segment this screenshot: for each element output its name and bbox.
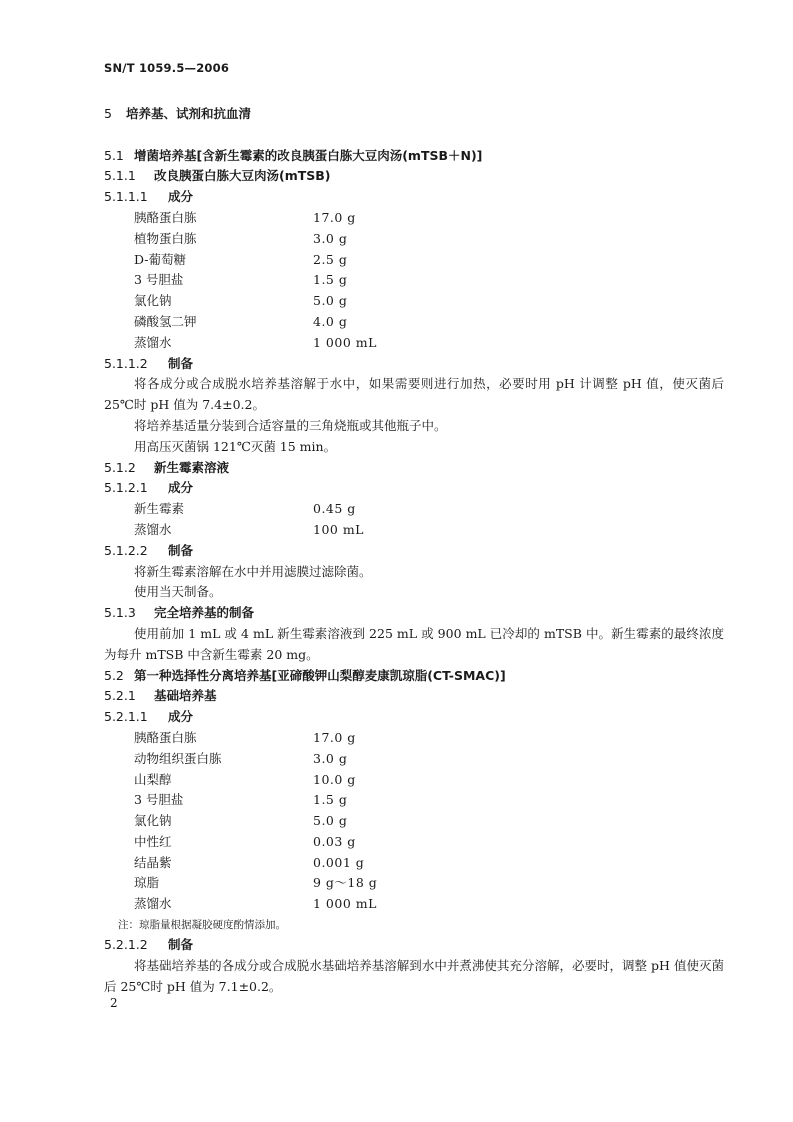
section-title: 成分 <box>168 480 194 496</box>
ingredient-name: 中性红 <box>134 833 172 849</box>
ingredient-name: 胰酪蛋白胨 <box>134 209 197 225</box>
ingredient-name: 氯化钠 <box>134 813 172 829</box>
section-number: 5.2.1 <box>104 688 136 704</box>
section-5-2-1-2-heading <box>104 935 724 956</box>
ingredient-amount: 1.5 g <box>313 792 348 808</box>
section-5-1-1-1-heading <box>104 187 724 208</box>
section-number: 5.1.1 <box>104 168 136 184</box>
document-header: SN/T 1059.5—2006 <box>104 61 230 75</box>
ingredient-row <box>104 853 724 874</box>
section-number: 5.1.2 <box>104 459 136 475</box>
section-5-1-2-2-heading <box>104 541 724 562</box>
ingredient-amount: 9 g～18 g <box>313 875 378 891</box>
ingredient-row <box>104 520 724 541</box>
page-number: 2 <box>110 996 118 1010</box>
ingredient-row <box>104 790 724 811</box>
ingredient-name: 蒸馏水 <box>134 896 172 912</box>
section-number: 5.1.3 <box>104 605 136 621</box>
ingredient-name: 3 号胆盐 <box>134 792 184 808</box>
ingredient-amount: 2.5 g <box>313 251 348 267</box>
ingredient-name: D-葡萄糖 <box>134 251 186 267</box>
ingredient-row <box>104 229 724 250</box>
section-number: 5 <box>104 106 112 121</box>
paragraph: 使用前加 1 mL 或 4 mL 新生霉素溶液到 225 mL 或 900 mL 已冷却的 mTSB 中。新生霉素的最终浓度为每升 mTSB 中含新生霉素 20 mg。 <box>104 625 724 662</box>
ingredient-amount: 3.0 g <box>313 230 348 246</box>
ingredient-name: 氯化钠 <box>134 293 172 309</box>
section-number: 5.1.2.1 <box>104 480 148 496</box>
ingredient-amount: 1.5 g <box>313 272 348 288</box>
ingredient-amount: 5.0 g <box>313 293 348 309</box>
ingredient-amount: 0.001 g <box>313 854 365 870</box>
section-title: 成分 <box>168 709 194 725</box>
section-5-2-heading <box>104 666 724 687</box>
ingredient-name: 蒸馏水 <box>134 521 172 537</box>
section-5-1-3-heading <box>104 603 724 624</box>
section-5-1-2-heading <box>104 458 724 479</box>
ingredient-row <box>104 208 724 229</box>
ingredient-amount: 17.0 g <box>313 209 356 225</box>
ingredient-name: 结晶紫 <box>134 854 172 870</box>
ingredient-amount: 10.0 g <box>313 771 356 787</box>
ingredient-amount: 1 000 mL <box>313 334 377 350</box>
ingredient-list-mtsb <box>104 208 724 354</box>
ingredient-amount: 3.0 g <box>313 750 348 766</box>
ingredient-amount: 100 mL <box>313 521 364 537</box>
section-5-1-heading <box>104 146 724 167</box>
section-5-2-1-heading <box>104 686 724 707</box>
section-5-heading <box>104 104 724 125</box>
section-title: 制备 <box>168 355 194 371</box>
section-title: 完全培养基的制备 <box>154 605 255 621</box>
ingredient-name: 3 号胆盐 <box>134 272 184 288</box>
section-title: 培养基、试剂和抗血清 <box>126 106 252 121</box>
section-title: 改良胰蛋白胨大豆肉汤(mTSB) <box>154 168 331 184</box>
section-number: 5.1.1.1 <box>104 189 148 205</box>
section-5-1-1-heading <box>104 166 724 187</box>
ingredient-row <box>104 770 724 791</box>
section-title: 成分 <box>168 189 194 205</box>
section-number: 5.2.1.2 <box>104 937 148 953</box>
paragraph: 将基础培养基的各成分或合成脱水基础培养基溶解到水中并煮沸使其充分溶解，必要时，调整 pH 值使灭菌后 25℃时 pH 值为 7.1±0.2。 <box>104 957 724 994</box>
section-5-1-2-1-heading <box>104 478 724 499</box>
ingredient-row <box>104 250 724 271</box>
section-title: 基础培养基 <box>154 688 217 704</box>
paragraph: 将培养基适量分装到合适容量的三角烧瓶或其他瓶子中。 <box>134 417 447 433</box>
ingredient-name: 动物组织蛋白胨 <box>134 750 222 766</box>
paragraph: 使用当天制备。 <box>134 584 222 600</box>
ingredient-amount: 17.0 g <box>313 729 356 745</box>
section-title: 制备 <box>168 542 194 558</box>
ingredient-amount: 0.03 g <box>313 833 356 849</box>
section-number: 5.2 <box>104 667 124 683</box>
section-number: 5.1.1.2 <box>104 355 148 371</box>
ingredient-amount: 1 000 mL <box>313 896 377 912</box>
ingredient-row <box>104 832 724 853</box>
ingredient-name: 植物蛋白胨 <box>134 230 197 246</box>
ingredient-row <box>104 499 724 520</box>
ingredient-row <box>104 270 724 291</box>
ingredient-row <box>104 811 724 832</box>
ingredient-amount: 5.0 g <box>313 813 348 829</box>
ingredient-list-novobiocin <box>104 499 724 541</box>
note: 注：琼脂量根据凝胶硬度酌情添加。 <box>118 919 286 932</box>
ingredient-amount: 0.45 g <box>313 501 356 517</box>
section-number: 5.2.1.1 <box>104 709 148 725</box>
ingredient-name: 新生霉素 <box>134 501 185 517</box>
paragraph: 用高压灭菌锅 121℃灭菌 15 min。 <box>134 438 337 454</box>
section-5-1-1-2-heading <box>104 354 724 375</box>
ingredient-row <box>104 894 724 915</box>
ingredient-row <box>104 333 724 354</box>
section-title: 新生霉素溶液 <box>154 459 230 475</box>
ingredient-row <box>104 873 724 894</box>
ingredient-row <box>104 728 724 749</box>
section-number: 5.1 <box>104 147 124 163</box>
paragraph: 将各成分或合成脱水培养基溶解于水中，如果需要则进行加热，必要时用 pH 计调整 pH 值，使灭菌后 25℃时 pH 值为 7.4±0.2。 <box>104 376 724 413</box>
ingredient-name: 胰酪蛋白胨 <box>134 729 197 745</box>
section-title: 增菌培养基[含新生霉素的改良胰蛋白胨大豆肉汤(mTSB＋N)] <box>134 147 483 163</box>
paragraph: 将新生霉素溶解在水中并用滤膜过滤除菌。 <box>134 563 372 579</box>
ingredient-row <box>104 291 724 312</box>
ingredient-name: 磷酸氢二钾 <box>134 313 197 329</box>
ingredient-amount: 4.0 g <box>313 313 348 329</box>
section-title: 第一种选择性分离培养基[亚碲酸钾山梨醇麦康凯琼脂(CT-SMAC)] <box>134 667 506 683</box>
spacer <box>104 125 724 146</box>
ingredient-name: 蒸馏水 <box>134 334 172 350</box>
ingredient-name: 琼脂 <box>134 875 160 891</box>
section-5-2-1-1-heading <box>104 707 724 728</box>
page-content <box>104 104 724 997</box>
ingredient-list-ct-smac <box>104 728 724 915</box>
ingredient-name: 山梨醇 <box>134 771 172 787</box>
section-number: 5.1.2.2 <box>104 542 148 558</box>
ingredient-row <box>104 312 724 333</box>
ingredient-row <box>104 749 724 770</box>
section-title: 制备 <box>168 937 194 953</box>
